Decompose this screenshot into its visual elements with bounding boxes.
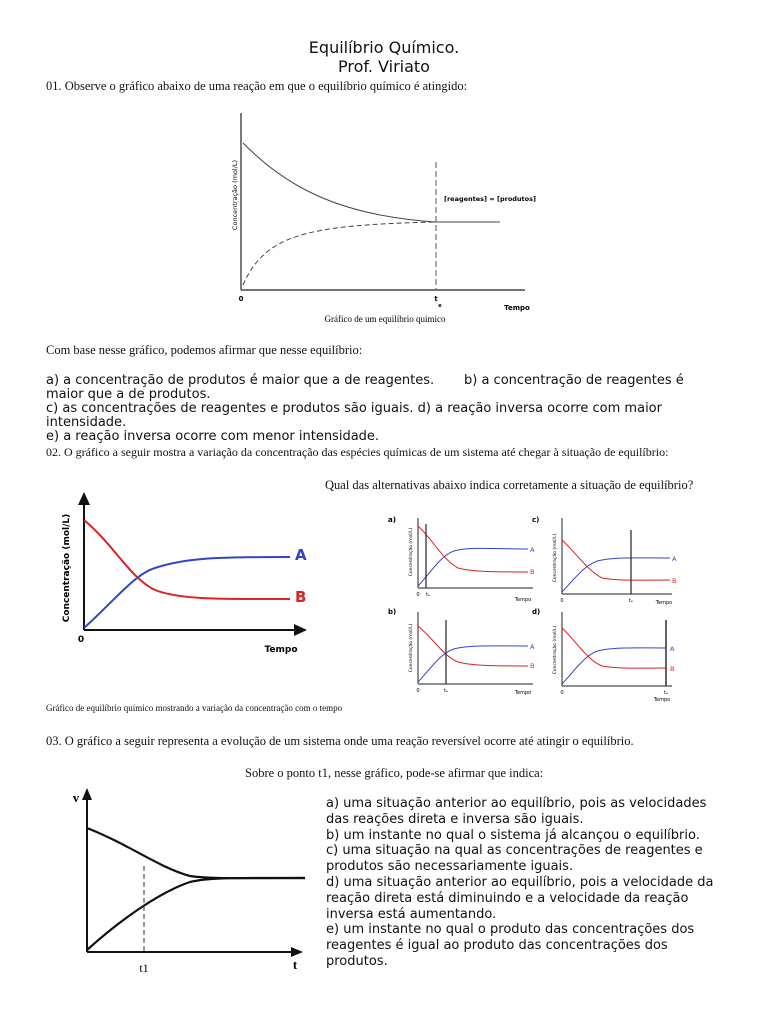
mini-a-x-label: Tempo	[514, 597, 532, 603]
q1-te-label: t	[434, 295, 438, 303]
q3-option-line: a) uma situação anterior ao equilíbrio, pois as velocidades	[326, 796, 707, 811]
q1-option-cd: c) as concentrações de reagentes e produtos são iguais. d) a reação inversa ocorre com maior	[46, 401, 662, 416]
mini-b-y-label: Concentração (mol/L)	[409, 623, 414, 673]
mini-c-series-a	[562, 558, 670, 592]
mini-a-origin: 0	[416, 592, 420, 598]
mini-d-y-label: Concentração (mol/L)	[553, 625, 558, 675]
q2-x-label: Tempo	[264, 645, 298, 655]
q3-option-line: das reações direta e inversa são iguais.	[326, 811, 584, 827]
q2-option-b-chart	[388, 604, 548, 696]
q1-option-e: e) a reação inversa ocorre com menor intensidade.	[46, 429, 380, 444]
q3-option-line: e) um instante no qual o produto das concentrações dos	[326, 922, 695, 938]
mini-c-label-b: B	[672, 577, 677, 585]
q2-x-arrow	[294, 624, 307, 636]
mini-b-label-a: A	[530, 643, 535, 651]
q3-question: Sobre o ponto t1, nesse gráfico, pode-se afirmar que indica:	[245, 766, 544, 780]
mini-c-origin: 0	[560, 598, 564, 604]
q3-x-label: t	[292, 957, 298, 972]
q1-option-a: a) a concentração de produtos é maior que a de reagentes.	[46, 373, 435, 388]
mini-b-x-label: Tempo	[514, 690, 532, 696]
q2-option-c-chart	[532, 512, 692, 604]
mini-a-label-b: B	[530, 568, 535, 576]
q3-option-line: b) um instante no qual o sistema já alcançou o equilíbrio.	[326, 827, 700, 843]
mini-b-te: tₑ	[443, 688, 449, 694]
q2-option-a-chart	[388, 512, 548, 604]
q2-y-arrow	[78, 492, 90, 505]
q1-chart	[225, 105, 545, 330]
page-title: Equilíbrio Químico.	[308, 38, 460, 57]
q2-origin: 0	[77, 635, 85, 645]
q3-option-line: reação direta está diminuindo e a velocidade da reação	[326, 890, 689, 906]
q2-series-a-line	[84, 557, 290, 628]
q2-question: Qual das alternativas abaixo indica corretamente a situação de equilíbrio?	[325, 478, 694, 492]
q1-option-b: b) a concentração de reagentes é	[464, 373, 684, 388]
q2-option-a-label: a)	[388, 516, 396, 524]
q3-option-line: c) uma situação na qual as concentrações de reagentes e	[326, 843, 703, 859]
q3-option-line: d) uma situação anterior ao equilíbrio, pois a velocidade da	[326, 874, 714, 890]
q2-prompt: 02. O gráfico a seguir mostra a variação da concentração das espécies químicas de um sistema até chegar à situação de equilíbrio:	[46, 445, 669, 459]
q1-caption: Gráfico de um equilíbrio químico	[324, 314, 446, 324]
q1-te-sub: e	[438, 303, 442, 309]
mini-b-series-a	[418, 646, 528, 682]
mini-c-x-label: Tempo	[655, 600, 673, 606]
q2-option-d-chart	[532, 604, 692, 703]
mini-a-y-label: Concentração (mol/L)	[409, 527, 414, 577]
mini-d-te: tₑ	[663, 690, 669, 696]
q1-reagents-curve	[243, 143, 435, 222]
q3-x-arrow	[291, 947, 303, 957]
mini-c-y-label: Concentração (mol/L)	[553, 533, 558, 583]
mini-d-label-a: A	[670, 645, 675, 653]
q1-origin: 0	[238, 295, 244, 303]
q3-option-line: reagentes é igual ao produto das concentrações dos	[326, 938, 668, 954]
mini-d-x-label: Tempo	[653, 697, 671, 703]
mini-a-label-a: A	[530, 546, 535, 554]
q1-annotation: [reagentes] = [produtos]	[444, 195, 536, 203]
q2-option-b-label: b)	[388, 608, 397, 616]
q1-y-label: Concentração (mol/L)	[231, 159, 239, 231]
q3-option-line: produtos.	[326, 953, 388, 969]
q3-options	[326, 796, 714, 970]
mini-d-series-a	[562, 648, 666, 684]
q1-option-b-cont: maior que a de produtos.	[46, 387, 211, 402]
mini-c-label-a: A	[672, 555, 677, 563]
mini-d-label-b: B	[670, 665, 675, 673]
mini-d-origin: 0	[560, 690, 564, 696]
q2-option-d-label: d)	[532, 608, 541, 616]
q3-inverse-rate-curve	[87, 878, 305, 950]
q3-direct-rate-curve	[87, 828, 305, 878]
q2-chart	[55, 488, 325, 658]
q2-option-c-label: c)	[532, 516, 540, 524]
q2-y-label: Concentração (mol/L)	[62, 513, 72, 623]
q3-option-line: produtos são necessariamente iguais.	[326, 859, 574, 875]
q3-t1-label: t1	[139, 961, 149, 975]
mini-c-te: tₑ	[628, 598, 634, 604]
q3-y-arrow	[82, 788, 92, 800]
q1-option-d-cont: intensidade.	[46, 415, 127, 430]
q3-prompt: 03. O gráfico a seguir representa a evolução de um sistema onde uma reação reversível ocorre até atingir o equilíbrio.	[46, 734, 634, 748]
mini-b-label-b: B	[530, 662, 535, 670]
q1-lead: Com base nesse gráfico, podemos afirmar que nesse equilíbrio:	[46, 343, 363, 357]
q2-caption: Gráfico de equilíbrio químico mostrando a variação da concentração com o tempo	[46, 703, 343, 713]
q2-series-a-label: A	[295, 546, 307, 564]
q3-chart	[60, 780, 310, 980]
q2-series-b-line	[84, 520, 290, 599]
q1-x-label: Tempo	[504, 304, 530, 312]
q3-option-line: inversa está aumentando.	[326, 906, 497, 922]
q1-products-curve	[243, 222, 435, 285]
mini-b-origin: 0	[416, 688, 420, 694]
q3-y-label: v	[72, 790, 80, 805]
mini-a-series-a	[418, 548, 528, 586]
mini-a-te: tₑ	[425, 592, 431, 598]
author: Prof. Viriato	[338, 57, 430, 76]
q2-series-b-label: B	[295, 588, 307, 606]
q1-prompt: 01. Observe o gráfico abaixo de uma reação em que o equilíbrio químico é atingido:	[46, 79, 468, 93]
